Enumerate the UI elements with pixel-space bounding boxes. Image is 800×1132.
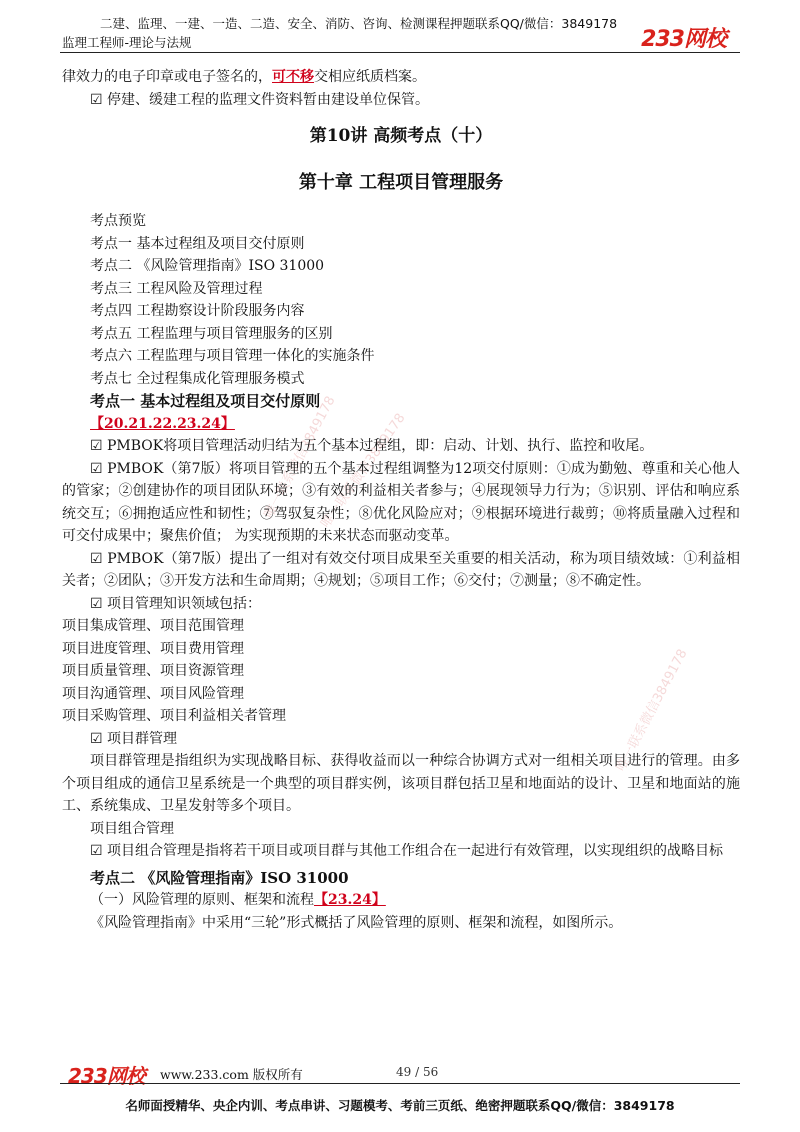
list-item: 考点三 工程风险及管理过程: [90, 280, 263, 297]
list-item: 考点七 全过程集成化管理服务模式: [90, 370, 305, 387]
list-item: 考点六 工程监理与项目管理一体化的实施条件: [90, 348, 375, 364]
page-number: 49 / 56: [396, 1065, 439, 1079]
paragraph: 《风险管理指南》中采用“三轮”形式概括了风险管理的原则、框架和流程，如图所示。: [90, 914, 623, 931]
paragraph: ☑ PMBOK（第7版）将项目管理的五个基本过程组调整为12项交付原则：①成为勤勉、尊重和关心他人的管家；②创建协作的项目团队环境；③有效的利益相关者参与；④展现领导力行为；⑤识别、评估和响应系统交互；⑥拥抱适应性和韧性；⑦驾驭复杂性；⑧优化风险应对；⑨根据环境进行裁剪；⑩将质量融入过程和可交付成果中；聚焦价值； 为实现预期的未来状态而驱动变革。: [62, 460, 740, 544]
section-heading: 考点一 基本过程组及项目交付原则: [90, 392, 321, 410]
paragraph: 项目组合管理: [90, 820, 174, 837]
list-item: 考点五 工程监理与项目管理服务的区别: [90, 325, 333, 342]
paragraph: ☑ 停建、缓建工程的监理文件资料暂由建设单位保管。: [90, 91, 429, 108]
list-item: 项目集成管理、项目范围管理: [62, 618, 244, 634]
paragraph: ☑ 项目组合管理是指将若干项目或项目群与其他工作组合在一起进行有效管理，以实现组织的战略目标: [90, 843, 723, 859]
paragraph: ☑ 项目管理知识领域包括：: [90, 595, 262, 612]
paragraph: 项目群管理是指组织为实现战略目标、获得收益而以一种综合协调方式对一组相关项目进行的管理。由多个项目组成的通信卫星系统是一个典型的项目群实例，该项目群包括卫星和地面站的设计、卫星和地面站的施工、系统集成、卫星发射等多个项目。: [62, 753, 740, 814]
footer-logo: 233网校: [68, 1064, 145, 1088]
watermark: 唯一联系微信3849178: [318, 410, 409, 531]
list-item: 考点一 基本过程组及项目交付原则: [90, 235, 305, 252]
list-item: 考点二 《风险管理指南》ISO 31000: [90, 258, 325, 274]
watermark: 唯一联系微信3849178: [261, 393, 339, 521]
preview-heading: 考点预览: [90, 213, 146, 229]
chapter-title: 第十章 工程项目管理服务: [298, 172, 504, 193]
list-item: 考点四 工程勘察设计阶段服务内容: [90, 303, 305, 319]
list-item: 项目采购管理、项目利益相关者管理: [62, 708, 286, 724]
emphasis-text: 可不移: [272, 69, 314, 85]
list-item: 项目质量管理、项目资源管理: [62, 663, 244, 679]
footer-divider: [60, 1083, 740, 1084]
paragraph: 律效力的电子印章或电子签名的，可不移交相应纸质档案。: [62, 69, 426, 85]
document-body: [62, 66, 740, 934]
list-item: 项目沟通管理、项目风险管理: [62, 685, 244, 702]
header-divider: [60, 52, 740, 53]
watermark: 唯一联系微信3849178: [613, 646, 691, 774]
list-item: 项目进度管理、项目费用管理: [62, 640, 244, 657]
exam-years: 【20.21.22.23.24】: [90, 415, 235, 432]
header-subtitle: 监理工程师-理论与法规: [62, 35, 192, 50]
footer-contact-line: 名师面授精华、央企内训、考点串讲、习题模考、考前三页纸、绝密押题联系QQ/微信：3849178: [125, 1098, 675, 1113]
header-contact-line: 二建、监理、一建、一造、二造、安全、消防、咨询、检测课程押题联系QQ/微信：3849178: [100, 16, 618, 31]
subsection-heading: （一）风险管理的原则、框架和流程【23.24】: [90, 892, 386, 908]
paragraph: ☑ PMBOK（第7版）提出了一组对有效交付项目成果至关重要的相关活动，称为项目绩效域：①利益相关者；②团队；③开发方法和生命周期；④规划；⑤项目工作；⑥交付；⑦测量；⑧不确定性。: [62, 550, 740, 589]
section-heading: 考点二 《风险管理指南》ISO 31000: [90, 868, 349, 887]
paragraph: ☑ PMBOK将项目管理活动归结为五个基本过程组，即：启动、计划、执行、监控和收尾。: [90, 438, 654, 454]
brand-logo: 233网校: [641, 27, 726, 52]
paragraph: ☑ 项目群管理: [90, 730, 178, 747]
footer-site: www.233.com 版权所有: [160, 1067, 303, 1082]
lecture-title: 第10讲 高频考点（十）: [309, 126, 493, 146]
